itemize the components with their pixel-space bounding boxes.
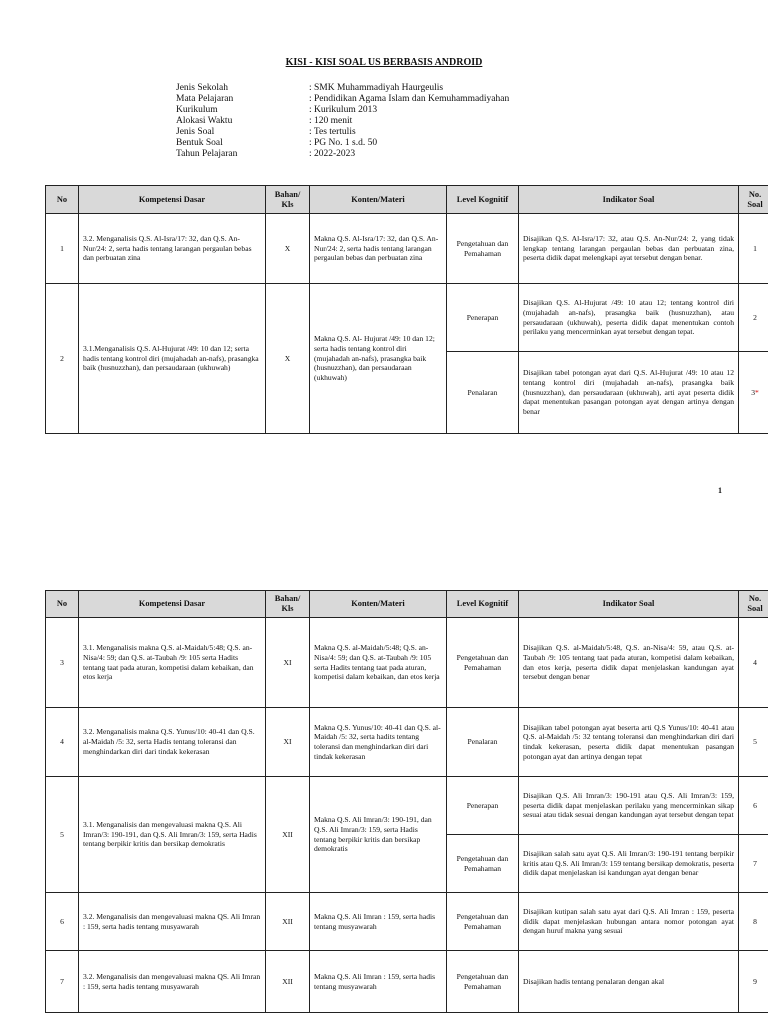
no-soal-cell: 1 (739, 214, 768, 284)
meta-label: Bentuk Soal (176, 138, 223, 148)
kelas-cell: X (266, 284, 310, 434)
meta-label: Kurikulum (176, 105, 218, 115)
meta-row (176, 116, 509, 127)
indikator-cell: Disajikan Q.S. Al-Hujurat /49: 10 atau 12; tentang kontrol diri (mujahadah an-nafs), prasangka baik (husnuzzhan), atau persaudaraan (ukhuwah), peserta didik dapat menentukan contoh perilaku yang mencerminkan ayat tersebut dengan tepat. (519, 284, 739, 352)
level-cell: Pengetahuan dan Pemahaman (447, 214, 519, 284)
level-cell: Penalaran (447, 352, 519, 434)
meta-value: : 2022-2023 (309, 149, 356, 159)
document-meta (176, 83, 509, 160)
level-cell: Penalaran (447, 708, 519, 777)
meta-row (176, 83, 509, 94)
level-cell: Pengetahuan dan Pemahaman (447, 893, 519, 951)
row-no: 1 (46, 214, 79, 284)
meta-label: Tahun Pelajaran (176, 149, 238, 159)
level-cell: Penerapan (447, 777, 519, 835)
meta-row (176, 105, 509, 116)
header-bahan-kls: Bahan/ Kls (266, 591, 310, 618)
header-no: No (46, 591, 79, 618)
meta-row (176, 127, 509, 138)
document-title: KISI - KISI SOAL US BERBASIS ANDROID (285, 57, 483, 68)
indikator-cell: Disajikan salah satu ayat Q.S. Ali Imran/3: 190-191 tentang berpikir kritis atau Q.S. Ali Imran/3: 159 tentang bersikap demokratis, peserta didik dapat menjelaskan isi kandungan ayat dengan benar (519, 835, 739, 893)
meta-value: : Tes tertulis (309, 127, 356, 137)
kelas-cell: XII (266, 951, 310, 1013)
kisi-table-page-1 (45, 185, 768, 434)
table-row (46, 284, 768, 352)
header-no: No (46, 186, 79, 214)
no-soal-cell (739, 352, 768, 434)
meta-label: Jenis Sekolah (176, 83, 228, 93)
header-row (46, 591, 768, 618)
header-no-soal: No. Soal (739, 591, 768, 618)
konten-cell: Makna Q.S. Al-Isra/17: 32, dan Q.S. An-Nur/24: 2, serta hadis tentang larangan pergaulan bebas dan perbuatan zina (310, 214, 447, 284)
no-soal-cell: 6 (739, 777, 768, 835)
header-bahan-kls: Bahan/ Kls (266, 186, 310, 214)
header-konten-materi: Konten/Materi (310, 591, 447, 618)
meta-value: : Kurikulum 2013 (309, 105, 378, 115)
indikator-cell: Disajikan Q.S. Ali Imran/3: 190-191 atau Q.S. Ali Imran/3: 159, peserta didik dapat menjelaskan perilaku yang mencerminkan sikap sesuai atau tidak sesuai dengan kandungan ayat tersebut dengan tepat (519, 777, 739, 835)
meta-value: : Pendidikan Agama Islam dan Kemuhammadiyahan (309, 94, 510, 104)
meta-value: : PG No. 1 s.d. 50 (309, 138, 378, 148)
header-kompetensi-dasar: Kompetensi Dasar (79, 591, 266, 618)
table-row (46, 214, 768, 284)
meta-row (176, 94, 509, 105)
konten-cell: Makna Q.S. Al- Hujurat /49: 10 dan 12; serta hadis tentang kontrol diri (mujahadah an-nafs), prasangka baik (husnuzzhan), dan persaudaraan (ukhuwah) (310, 284, 447, 434)
level-cell: Pengetahuan dan Pemahaman (447, 835, 519, 893)
konten-cell: Makna Q.S. Ali Imran : 159, serta hadis tentang musyawarah (310, 893, 447, 951)
kompetensi-dasar-cell: 3.1.Menganalisis Q.S. Al-Hujurat /49: 10 dan 12; serta hadis tentang kontrol diri (mujahadah an-nafs), prasangka baik (husnuzzhan), dan persaudaraan (ukhuwah) (79, 284, 266, 434)
no-soal-cell: 8 (739, 893, 768, 951)
kelas-cell: XI (266, 618, 310, 708)
konten-cell: Makna Q.S. Ali Imran : 159, serta hadis tentang musyawarah (310, 951, 447, 1013)
indikator-cell: Disajikan tabel potongan ayat beserta arti Q.S Yunus/10: 40-41 atau Q.S. al-Maidah /5: 32 tentang toleransi dan menghindarkan diri dari tindak kekerasan, peserta didik dapat menentukan pasangan potongan ayat dan artinya dengan tepat (519, 708, 739, 777)
row-no: 2 (46, 284, 79, 434)
kompetensi-dasar-cell: 3.1. Menganalisis makna Q.S. al-Maidah/5:48; Q.S. an-Nisa/4: 59; dan Q.S. at-Taubah /9: 105 serta Hadits tentang taat pada aturan, kompetisi dalam kebaikan, dan etos kerja (79, 618, 266, 708)
konten-cell: Makna Q.S. al-Maidah/5:48; Q.S. an-Nisa/4: 59; dan Q.S. at-Taubah /9: 105 serta Hadits tentang taat pada aturan, kompetisi dalam kebaikan, dan etos kerja (310, 618, 447, 708)
meta-label: Mata Pelajaran (176, 94, 234, 104)
row-no: 5 (46, 777, 79, 893)
kelas-cell: XI (266, 708, 310, 777)
indikator-cell: Disajikan tabel potongan ayat dari Q.S. Al-Hujurat /49: 10 atau 12 tentang kontrol diri (mujahadah an-nafs), prasangka baik (husnuzzhan), dan persaudaraan (ukhuwah), arti ayat peserta didik dapat menentukan pasangan potongan ayat dengan artinya dengan benar (519, 352, 739, 434)
meta-label: Jenis Soal (176, 127, 215, 137)
kompetensi-dasar-cell: 3.1. Menganalisis dan mengevaluasi makna Q.S. Ali Imran/3: 190-191, dan Q.S. Ali Imran/3: 159, serta Hadis tentang berpikir kritis dan bersikap demokratis (79, 777, 266, 893)
row-no: 3 (46, 618, 79, 708)
kompetensi-dasar-cell: 3.2. Menganalisis dan mengevaluasi makna QS. Ali Imran : 159, serta hadis tentang musyawarah (79, 951, 266, 1013)
no-soal-cell: 4 (739, 618, 768, 708)
table-row (46, 893, 768, 951)
kompetensi-dasar-cell: 3.2. Menganalisis makna Q.S. Yunus/10: 40-41 dan Q.S. al-Maidah /5: 32, serta Hadis tentang toleransi dan menghindarkan diri dari tindak kekerasan (79, 708, 266, 777)
table-row (46, 951, 768, 1013)
header-no-soal: No. Soal (739, 186, 768, 214)
level-cell: Pengetahuan dan Pemahaman (447, 618, 519, 708)
row-no: 7 (46, 951, 79, 1013)
meta-label: Alokasi Waktu (176, 116, 233, 126)
level-cell: Pengetahuan dan Pemahaman (447, 951, 519, 1013)
meta-value: : SMK Muhammadiyah Haurgeulis (309, 83, 444, 93)
indikator-cell: Disajikan Q.S. Al-Isra/17: 32, atau Q.S. An-Nur/24: 2, yang tidak lengkap tentang larangan pergaulan bebas dan perbuatan zina, peserta didik dapat melengkapi ayat tersebut dengan benar. (519, 214, 739, 284)
table-row (46, 708, 768, 777)
header-indikator-soal: Indikator Soal (519, 186, 739, 214)
level-cell: Penerapan (447, 284, 519, 352)
row-no: 6 (46, 893, 79, 951)
asterisk-mark: * (755, 387, 759, 397)
meta-row (176, 149, 509, 160)
meta-row (176, 138, 509, 149)
no-soal-cell: 2 (739, 284, 768, 352)
kelas-cell: XII (266, 777, 310, 893)
meta-value: : 120 menit (309, 116, 353, 126)
row-no: 4 (46, 708, 79, 777)
header-kompetensi-dasar: Kompetensi Dasar (79, 186, 266, 214)
header-indikator-soal: Indikator Soal (519, 591, 739, 618)
header-konten-materi: Konten/Materi (310, 186, 447, 214)
kelas-cell: X (266, 214, 310, 284)
table-row (46, 618, 768, 708)
indikator-cell: Disajikan Q.S. al-Maidah/5:48, Q.S. an-Nisa/4: 59, atau Q.S. at-Taubah /9: 105 tentang taat pada aturan, kompetisi dalam kebaikan, dan etos kerja, peserta didik dapat menjelaskan kandungan ayat tersebut dengan benar (519, 618, 739, 708)
no-soal-cell: 9 (739, 951, 768, 1013)
konten-cell: Makna Q.S. Ali Imran/3: 190-191, dan Q.S. Ali Imran/3: 159, serta Hadis tentang berpikir kritis dan bersikap demokratis (310, 777, 447, 893)
no-soal-value: 3 (751, 387, 755, 397)
table-row (46, 777, 768, 835)
kelas-cell: XII (266, 893, 310, 951)
page-number: 1 (718, 486, 722, 495)
header-level-kognitif: Level Kognitif (447, 186, 519, 214)
indikator-cell: Disajikan kutipan salah satu ayat dari Q.S. Ali Imran : 159, peserta didik dapat menjelaskan hubungan antara nomor potongan ayat dengan huruf makna yang sesuai (519, 893, 739, 951)
no-soal-cell: 5 (739, 708, 768, 777)
kompetensi-dasar-cell: 3.2. Menganalisis Q.S. Al-Isra/17: 32, dan Q.S. An-Nur/24: 2, serta hadis tentang larangan pergaulan bebas dan perbuatan zina (79, 214, 266, 284)
no-soal-cell: 7 (739, 835, 768, 893)
header-row (46, 186, 768, 214)
kompetensi-dasar-cell: 3.2. Menganalisis dan mengevaluasi makna QS. Ali Imran : 159, serta hadis tentang musyawarah (79, 893, 266, 951)
header-level-kognitif: Level Kognitif (447, 591, 519, 618)
konten-cell: Makna Q.S. Yunus/10: 40-41 dan Q.S. al-Maidah /5: 32, serta hadits tentang toleransi dan menghindarkan diri dari tindak kekerasan (310, 708, 447, 777)
indikator-cell: Disajikan hadis tentang penalaran dengan akal (519, 951, 739, 1013)
kisi-table-page-2 (45, 590, 768, 1013)
